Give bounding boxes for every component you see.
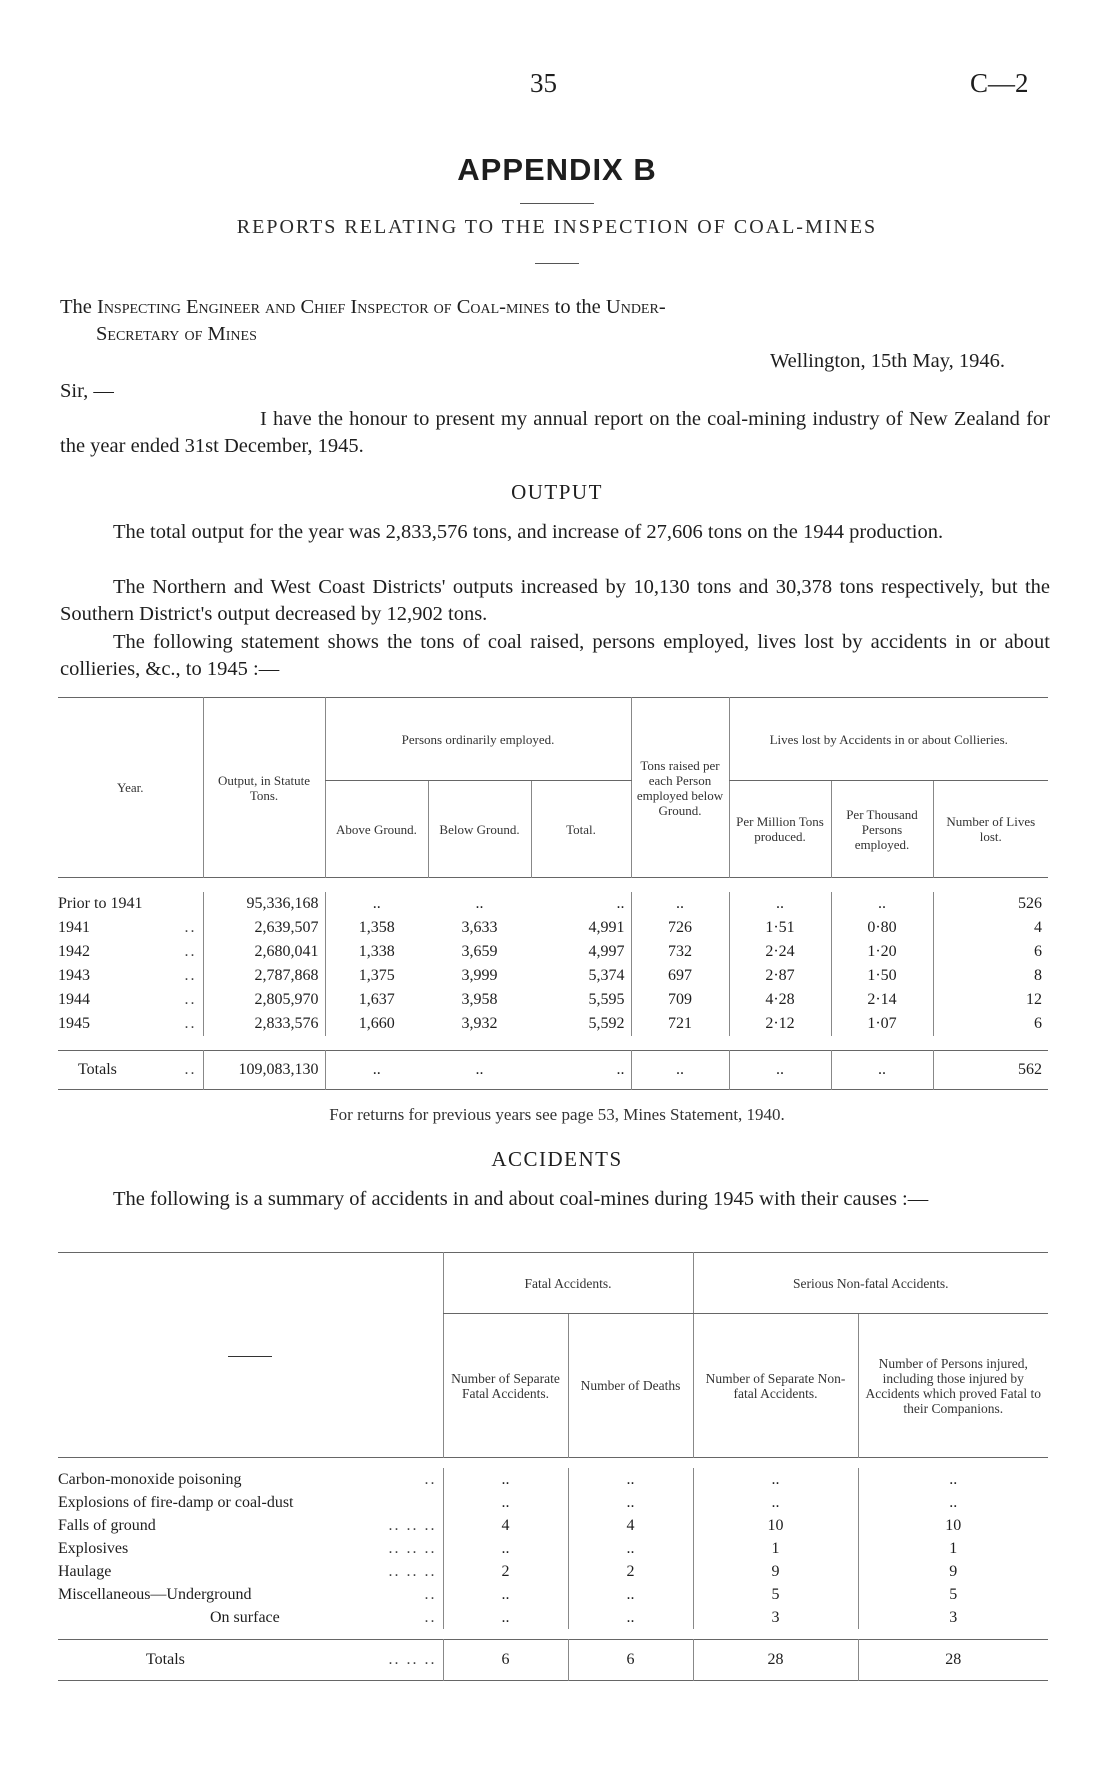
tons-cell: 732 — [631, 940, 729, 964]
cause-cell: Haulage — [58, 1562, 112, 1580]
fatal-cell: .. — [443, 1583, 568, 1606]
table-row — [58, 892, 1048, 916]
output-paragraph-2: The Northern and West Coast Districts' outputs increased by 10,130 tons and 30,378 tons respectively, but the Southern District's output decreased by 12,902 tons. — [60, 576, 1050, 625]
col-year: Year. — [117, 780, 144, 795]
lives-cell: 12 — [933, 988, 1048, 1012]
year-cell: 1944 — [58, 991, 90, 1008]
total-cell: 4,991 — [588, 919, 625, 936]
per-million-cell: .. — [729, 892, 831, 916]
fatal-cell: .. — [443, 1491, 568, 1514]
total-cell: 5,592 — [588, 1015, 625, 1032]
lives-cell: 4 — [933, 916, 1048, 940]
deaths-cell: 2 — [568, 1560, 693, 1583]
addressee-part: The — [60, 296, 92, 318]
total-cell: 5,374 — [588, 967, 625, 984]
per-thousand-cell: 2·14 — [831, 988, 933, 1012]
leader-dots: .. — [184, 943, 197, 960]
deaths-cell: .. — [568, 1468, 693, 1491]
table-footnote: For returns for previous years see page 53, Mines Statement, 1940. — [329, 1105, 785, 1124]
per-million-total-cell: .. — [729, 1051, 831, 1090]
lives-cell: 526 — [933, 892, 1048, 916]
leader-dots: .. .. .. — [388, 1562, 437, 1580]
dateline: Wellington, 15th May, 1946. — [769, 350, 1005, 372]
above-cell: 1,637 — [325, 988, 428, 1012]
output-cell: 2,833,576 — [203, 1012, 325, 1036]
leader-dots: .. — [184, 967, 197, 984]
nonfatal-cell: 5 — [693, 1583, 858, 1606]
col-group-fatal: Fatal Accidents. — [443, 1253, 693, 1314]
totals-label: Totals — [78, 1061, 117, 1078]
output-heading: OUTPUT — [511, 480, 603, 504]
leader-dots: .. .. .. — [388, 1516, 437, 1534]
table-row — [58, 1012, 1048, 1036]
year-cell: 1943 — [58, 967, 90, 984]
col-per-million: Per Million Tons produced. — [729, 781, 831, 878]
output-cell: 2,680,041 — [203, 940, 325, 964]
dash-placeholder — [228, 1356, 250, 1357]
leader-dots: .. .. .. — [388, 1539, 437, 1557]
col-fatal-accidents: Number of Separate Fatal Accidents. — [443, 1314, 568, 1458]
above-cell: 1,358 — [325, 916, 428, 940]
leader-dots: .. — [184, 1015, 197, 1032]
nonfatal-total-cell: 28 — [693, 1640, 858, 1681]
cause-cell: Carbon-monoxide poisoning — [58, 1470, 242, 1488]
cause-cell: Explosives — [58, 1539, 129, 1557]
deaths-cell: .. — [568, 1606, 693, 1629]
injured-cell: 9 — [858, 1560, 1048, 1583]
tons-cell: 697 — [631, 964, 729, 988]
col-number-lives: Number of Lives lost. — [933, 781, 1048, 878]
above-cell: 1,660 — [325, 1012, 428, 1036]
dash-placeholder — [250, 1356, 272, 1357]
below-total-cell: .. — [475, 1061, 484, 1078]
tons-cell: 721 — [631, 1012, 729, 1036]
col-deaths: Number of Deaths — [568, 1314, 693, 1458]
addressee-line2 — [96, 321, 1086, 348]
cause-cell: Explosions of fire-damp or coal-dust — [58, 1493, 294, 1511]
fatal-cell: 4 — [443, 1514, 568, 1537]
intro-paragraph: I have the honour to present my annual report on the coal-mining industry of New Zealand for the year ended 31st December, 1945. — [60, 408, 1050, 457]
above-cell: 1,375 — [325, 964, 428, 988]
nonfatal-cell: 3 — [693, 1606, 858, 1629]
tons-cell: 726 — [631, 916, 729, 940]
below-cell: 3,958 — [461, 991, 498, 1008]
addressee-part: Under- — [605, 296, 666, 318]
page-number: 35 — [530, 68, 557, 98]
tons-cell: 709 — [631, 988, 729, 1012]
year-cell: 1941 — [58, 919, 90, 936]
table-row — [58, 1606, 1048, 1629]
title-rule — [520, 203, 594, 204]
above-cell: 1,338 — [325, 940, 428, 964]
nonfatal-cell: 9 — [693, 1560, 858, 1583]
leader-dots: .. — [184, 1061, 197, 1078]
tons-total-cell: .. — [631, 1051, 729, 1090]
output-paragraph-3: The following statement shows the tons of coal raised, persons employed, lives lost by accidents in or about collieries, &c., to 1945 :— — [60, 631, 1050, 680]
col-group-persons: Persons ordinarily employed. — [325, 698, 631, 781]
report-subtitle: REPORTS RELATING TO THE INSPECTION OF COAL-MINES — [236, 216, 878, 238]
per-thousand-cell: 1·07 — [831, 1012, 933, 1036]
per-thousand-total-cell: .. — [831, 1051, 933, 1090]
col-per-thousand: Per Thousand Persons employed. — [831, 781, 933, 878]
cause-cell: On surface — [210, 1608, 280, 1626]
leader-dots: .. — [424, 1470, 437, 1488]
per-million-cell: 1·51 — [729, 916, 831, 940]
year-cell: Prior to 1941 — [58, 895, 143, 912]
col-below-ground: Below Ground. — [428, 781, 531, 878]
year-cell: 1942 — [58, 943, 90, 960]
table-row — [58, 1560, 1048, 1583]
below-cell: 3,999 — [461, 967, 498, 984]
below-cell: 3,659 — [461, 943, 498, 960]
totals-label: Totals — [146, 1651, 185, 1668]
accidents-heading: ACCIDENTS — [491, 1147, 623, 1171]
lives-cell: 6 — [933, 940, 1048, 964]
appendix-title: APPENDIX B — [457, 152, 657, 187]
deaths-cell: .. — [568, 1583, 693, 1606]
table-row — [58, 1491, 1048, 1514]
deaths-cell: .. — [568, 1537, 693, 1560]
output-cell: 95,336,168 — [203, 892, 325, 916]
table-row — [58, 964, 1048, 988]
injured-cell: .. — [858, 1491, 1048, 1514]
nonfatal-cell: 10 — [693, 1514, 858, 1537]
fatal-cell: 2 — [443, 1560, 568, 1583]
deaths-cell: .. — [568, 1491, 693, 1514]
injured-cell: 3 — [858, 1606, 1048, 1629]
year-cell: 1945 — [58, 1015, 90, 1032]
output-paragraph-1: The total output for the year was 2,833,576 tons, and increase of 27,606 tons on the 1944 production. — [113, 521, 944, 543]
addressee — [60, 294, 1050, 321]
below-cell: 3,633 — [461, 919, 498, 936]
col-group-lives: Lives lost by Accidents in or about Collieries. — [729, 698, 1048, 781]
fatal-cell: .. — [443, 1537, 568, 1560]
lives-cell: 6 — [933, 1012, 1048, 1036]
col-persons-injured: Number of Persons injured, including those injured by Accidents which proved Fatal to their Companions. — [858, 1314, 1048, 1458]
above-total-cell: .. — [325, 1051, 428, 1090]
subtitle-rule — [535, 263, 579, 264]
fatal-cell: .. — [443, 1606, 568, 1629]
col-nonfatal-accidents: Number of Separate Non-fatal Accidents. — [693, 1314, 858, 1458]
below-cell: .. — [475, 895, 484, 912]
total-cell: .. — [616, 895, 625, 912]
per-thousand-cell: 0·80 — [831, 916, 933, 940]
cause-cell: Miscellaneous—Underground — [58, 1585, 252, 1603]
output-cell: 2,805,970 — [203, 988, 325, 1012]
table-row — [58, 1583, 1048, 1606]
nonfatal-cell: .. — [693, 1491, 858, 1514]
injured-total-cell: 28 — [858, 1640, 1048, 1681]
injured-cell: 10 — [858, 1514, 1048, 1537]
output-cell: 2,639,507 — [203, 916, 325, 940]
nonfatal-cell: .. — [693, 1468, 858, 1491]
addressee-part: Secretary of Mines — [96, 323, 257, 345]
salutation: Sir, — — [60, 380, 114, 402]
addressee-part: to the — [554, 296, 601, 318]
table-row — [58, 1468, 1048, 1491]
col-total-persons: Total. — [531, 781, 631, 878]
injured-cell: .. — [858, 1468, 1048, 1491]
leader-dots: .. — [184, 919, 197, 936]
per-thousand-cell: 1·20 — [831, 940, 933, 964]
leader-dots: .. — [424, 1608, 437, 1626]
table-row — [58, 916, 1048, 940]
col-output: Output, in Statute Tons. — [203, 698, 325, 878]
output-cell: 2,787,868 — [203, 964, 325, 988]
cause-column-header — [58, 1253, 443, 1458]
fatal-total-cell: 6 — [443, 1640, 568, 1681]
table-row — [58, 1537, 1048, 1560]
accidents-intro: The following is a summary of accidents in and about coal-mines during 1945 with their causes :— — [113, 1188, 929, 1210]
output-statistics-table — [58, 697, 1048, 1090]
injured-cell: 1 — [858, 1537, 1048, 1560]
addressee-title: Inspecting Engineer and Chief Inspector of Coal-mines — [97, 296, 550, 318]
tons-cell: .. — [631, 892, 729, 916]
per-million-cell: 2·87 — [729, 964, 831, 988]
table-row — [58, 940, 1048, 964]
deaths-total-cell: 6 — [568, 1640, 693, 1681]
totals-row — [58, 1051, 1048, 1090]
per-million-cell: 4·28 — [729, 988, 831, 1012]
document-code: C—2 — [970, 68, 1029, 98]
table-row — [58, 1514, 1048, 1537]
lives-cell: 8 — [933, 964, 1048, 988]
per-thousand-cell: 1·50 — [831, 964, 933, 988]
cause-cell: Falls of ground — [58, 1516, 156, 1534]
nonfatal-cell: 1 — [693, 1537, 858, 1560]
lives-total-cell: 562 — [933, 1051, 1048, 1090]
below-cell: 3,932 — [461, 1015, 498, 1032]
col-above-ground: Above Ground. — [325, 781, 428, 878]
leader-dots: .. — [184, 991, 197, 1008]
output-total-cell: 109,083,130 — [203, 1051, 325, 1090]
per-million-cell: 2·24 — [729, 940, 831, 964]
leader-dots: .. — [424, 1585, 437, 1603]
above-cell: .. — [325, 892, 428, 916]
injured-cell: 5 — [858, 1583, 1048, 1606]
total-cell: 4,997 — [588, 943, 625, 960]
total-cell: 5,595 — [588, 991, 625, 1008]
table-row — [58, 988, 1048, 1012]
total-total-cell: .. — [616, 1061, 625, 1078]
col-tons-per-person: Tons raised per each Person employed below Ground. — [631, 698, 729, 878]
deaths-cell: 4 — [568, 1514, 693, 1537]
totals-row — [58, 1640, 1048, 1681]
leader-dots: .. .. .. — [388, 1651, 437, 1668]
per-million-cell: 2·12 — [729, 1012, 831, 1036]
col-group-serious: Serious Non-fatal Accidents. — [693, 1253, 1048, 1314]
accidents-table — [58, 1252, 1048, 1681]
fatal-cell: .. — [443, 1468, 568, 1491]
per-thousand-cell: .. — [831, 892, 933, 916]
